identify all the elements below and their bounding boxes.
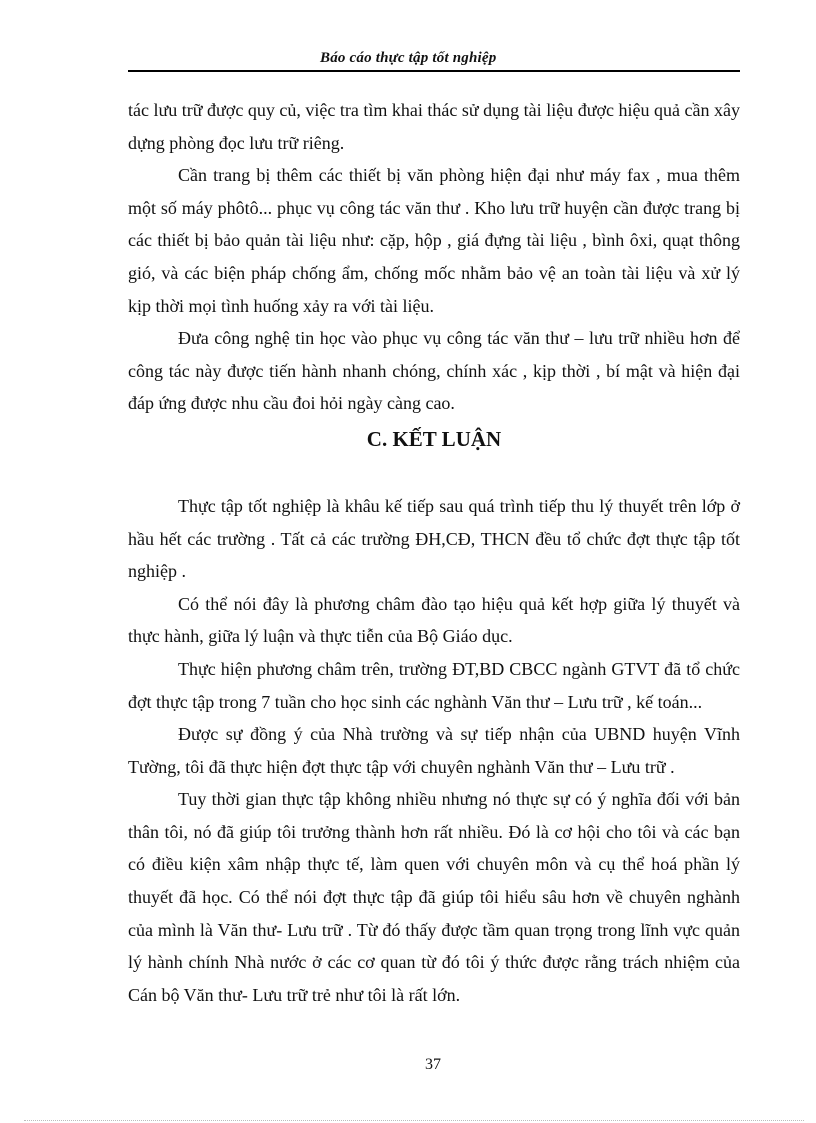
paragraph-training-approach: Có thể nói đây là phương châm đào tạo hiệu quả kết hợp giữa lý thuyết và thực hành, giữa lý luận và thực tiễn của Bộ Giáo dục. <box>128 593 740 647</box>
header-title: Báo cáo thực tập tốt nghiệp <box>320 50 497 66</box>
paragraph-internship: Thực tập tốt nghiệp là khâu kế tiếp sau quá trình tiếp thu lý thuyết trên lớp ở hầu hết các trường . Tất cả các trường ĐH,CĐ, THCN đều tổ chức đợt thực tập tốt nghiệp . <box>128 495 740 582</box>
paragraph-technology: Đưa công nghệ tin học vào phục vụ công tác văn thư – lưu trữ nhiều hơn để công tác này được tiến hành nhanh chóng, chính xác , kịp thời , bí mật và hiện đại đáp ứng được nhu cầu đoi hỏi ngày càng cao. <box>128 328 740 414</box>
section-heading-conclusion: C. KẾT LUẬN <box>366 426 502 451</box>
page-number: 37 <box>425 1056 441 1073</box>
footer-divider <box>24 1120 804 1121</box>
paragraph-continued: tác lưu trữ được quy củ, việc tra tìm khai thác sử dụng tài liệu được hiệu quả cần xây dựng phòng đọc lưu trữ riêng. <box>128 100 740 153</box>
paragraph-equipment: Cần trang bị thêm các thiết bị văn phòng hiện đại như máy fax , mua thêm một số máy phôtô... phục vụ công tác văn thư . Kho lưu trữ huyện cần được trang bị các thiết bị bảo quản tài liệu như: cặp, hộp , giá đựng tài liệu , bình ôxi, quạt thông gió, và các biện pháp chống ẩm, chống mốc nhằm bảo vệ an toàn tài liệu và xử lý kịp thời mọi tình huống xảy ra với tài liệu. <box>128 165 740 316</box>
document-body <box>128 94 740 1011</box>
paragraph-approval: Được sự đồng ý của Nhà trường và sự tiếp nhận của UBND huyện Vĩnh Tường, tôi đã thực hiện đợt thực tập với chuyên nghành Văn thư – Lưu trữ . <box>128 724 740 777</box>
header-rule <box>128 70 740 72</box>
paragraph-school-program: Thực hiện phương châm trên, trường ĐT,BD CBCC ngành GTVT đã tổ chức đợt thực tập trong 7 tuần cho học sinh các nghành Văn thư – Lưu trữ , kế toán... <box>128 658 740 712</box>
paragraph-reflection: Tuy thời gian thực tập không nhiều nhưng nó thực sự có ý nghĩa đối với bản thân tôi, nó đã giúp tôi trưởng thành hơn rất nhiều. Đó là cơ hội cho tôi và các bạn có điều kiện xâm nhập thực tế, làm quen với chuyên môn và cụ thể hoá phần lý thuyết đã học. Có thể nói đợt thực tập đã giúp tôi hiểu sâu hơn về chuyên nghành của mình là Văn thư- Lưu trữ . Từ đó thấy được tầm quan trọng trong lĩnh vực quản lý hành chính Nhà nước ở các cơ quan từ đó tôi ý thức được rằng trách nhiệm của Cán bộ Văn thư- Lưu trữ trẻ như tôi là rất lớn. <box>128 789 740 1005</box>
